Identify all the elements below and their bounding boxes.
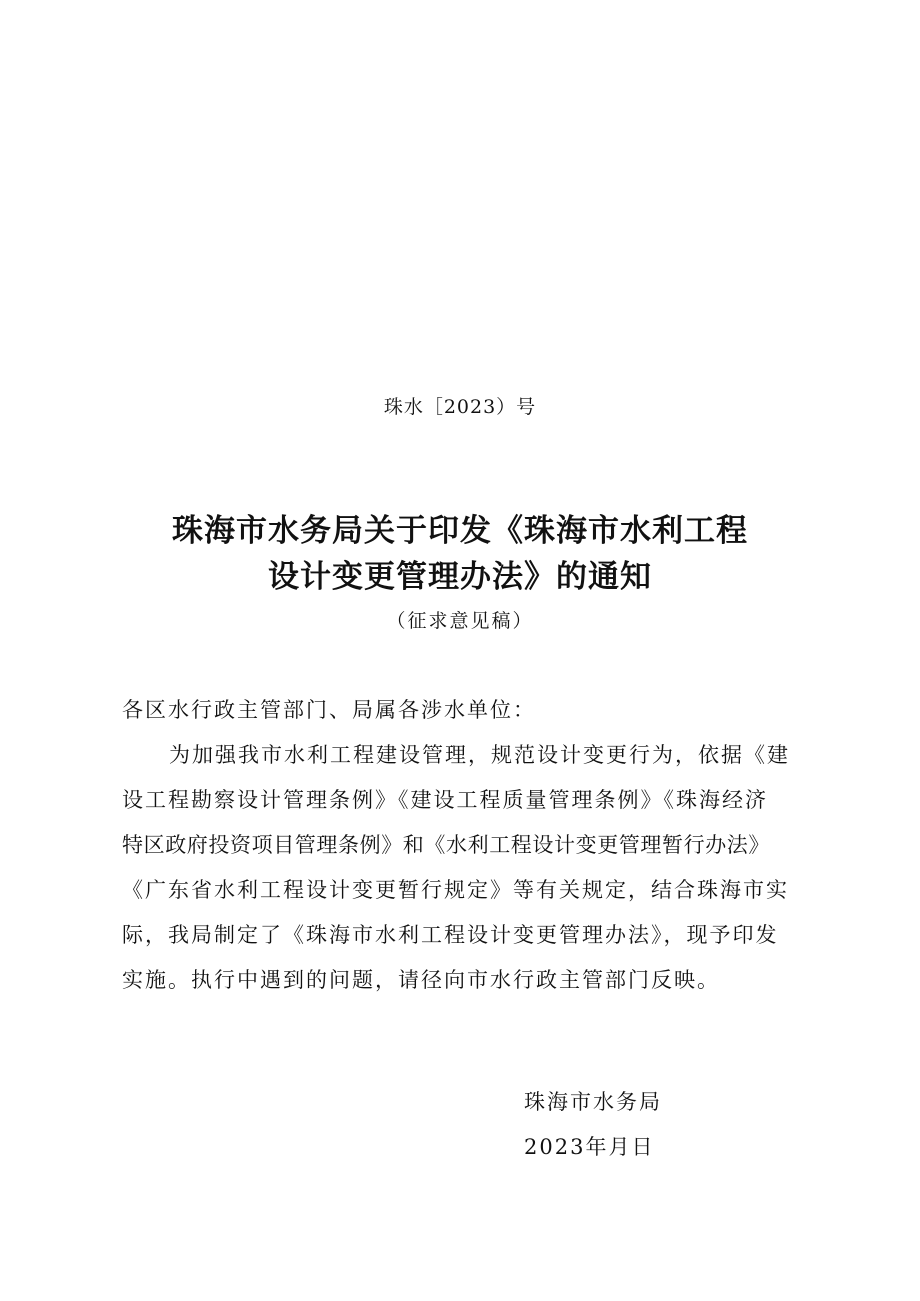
issuer-name: 珠海市水务局 — [524, 1090, 662, 1114]
title-line-1: 珠海市水务局关于印发《珠海市水利工程 — [172, 513, 748, 549]
salutation: 各区水行政主管部门、局属各涉水单位： — [122, 698, 536, 722]
body-line: 《广东省水利工程设计变更暂行规定》等有关规定，结合珠海市实 — [122, 878, 789, 902]
title-line-2: 设计变更管理办法》的通知 — [268, 559, 652, 595]
body-line: 为加强我市水利工程建设管理，规范设计变更行为，依据《建 — [169, 743, 790, 767]
body-line: 设工程勘察设计管理条例》《建设工程质量管理条例》《珠海经济 — [122, 788, 768, 812]
document-body — [122, 688, 812, 1003]
issue-date: 2023年月日 — [524, 1135, 655, 1159]
signature-block — [524, 1080, 662, 1170]
document-title — [0, 508, 920, 600]
draft-subtitle: （征求意见稿） — [386, 610, 534, 632]
document-number: 珠水［2023）号 — [383, 396, 537, 418]
body-line: 际，我局制定了《珠海市水利工程设计变更管理办法》，现予印发 — [122, 923, 779, 947]
body-line: 特区政府投资项目管理条例》和《水利工程设计变更管理暂行办法》 — [122, 833, 770, 857]
body-line: 实施。执行中遇到的问题，请径向市水行政主管部门反映。 — [122, 968, 720, 992]
